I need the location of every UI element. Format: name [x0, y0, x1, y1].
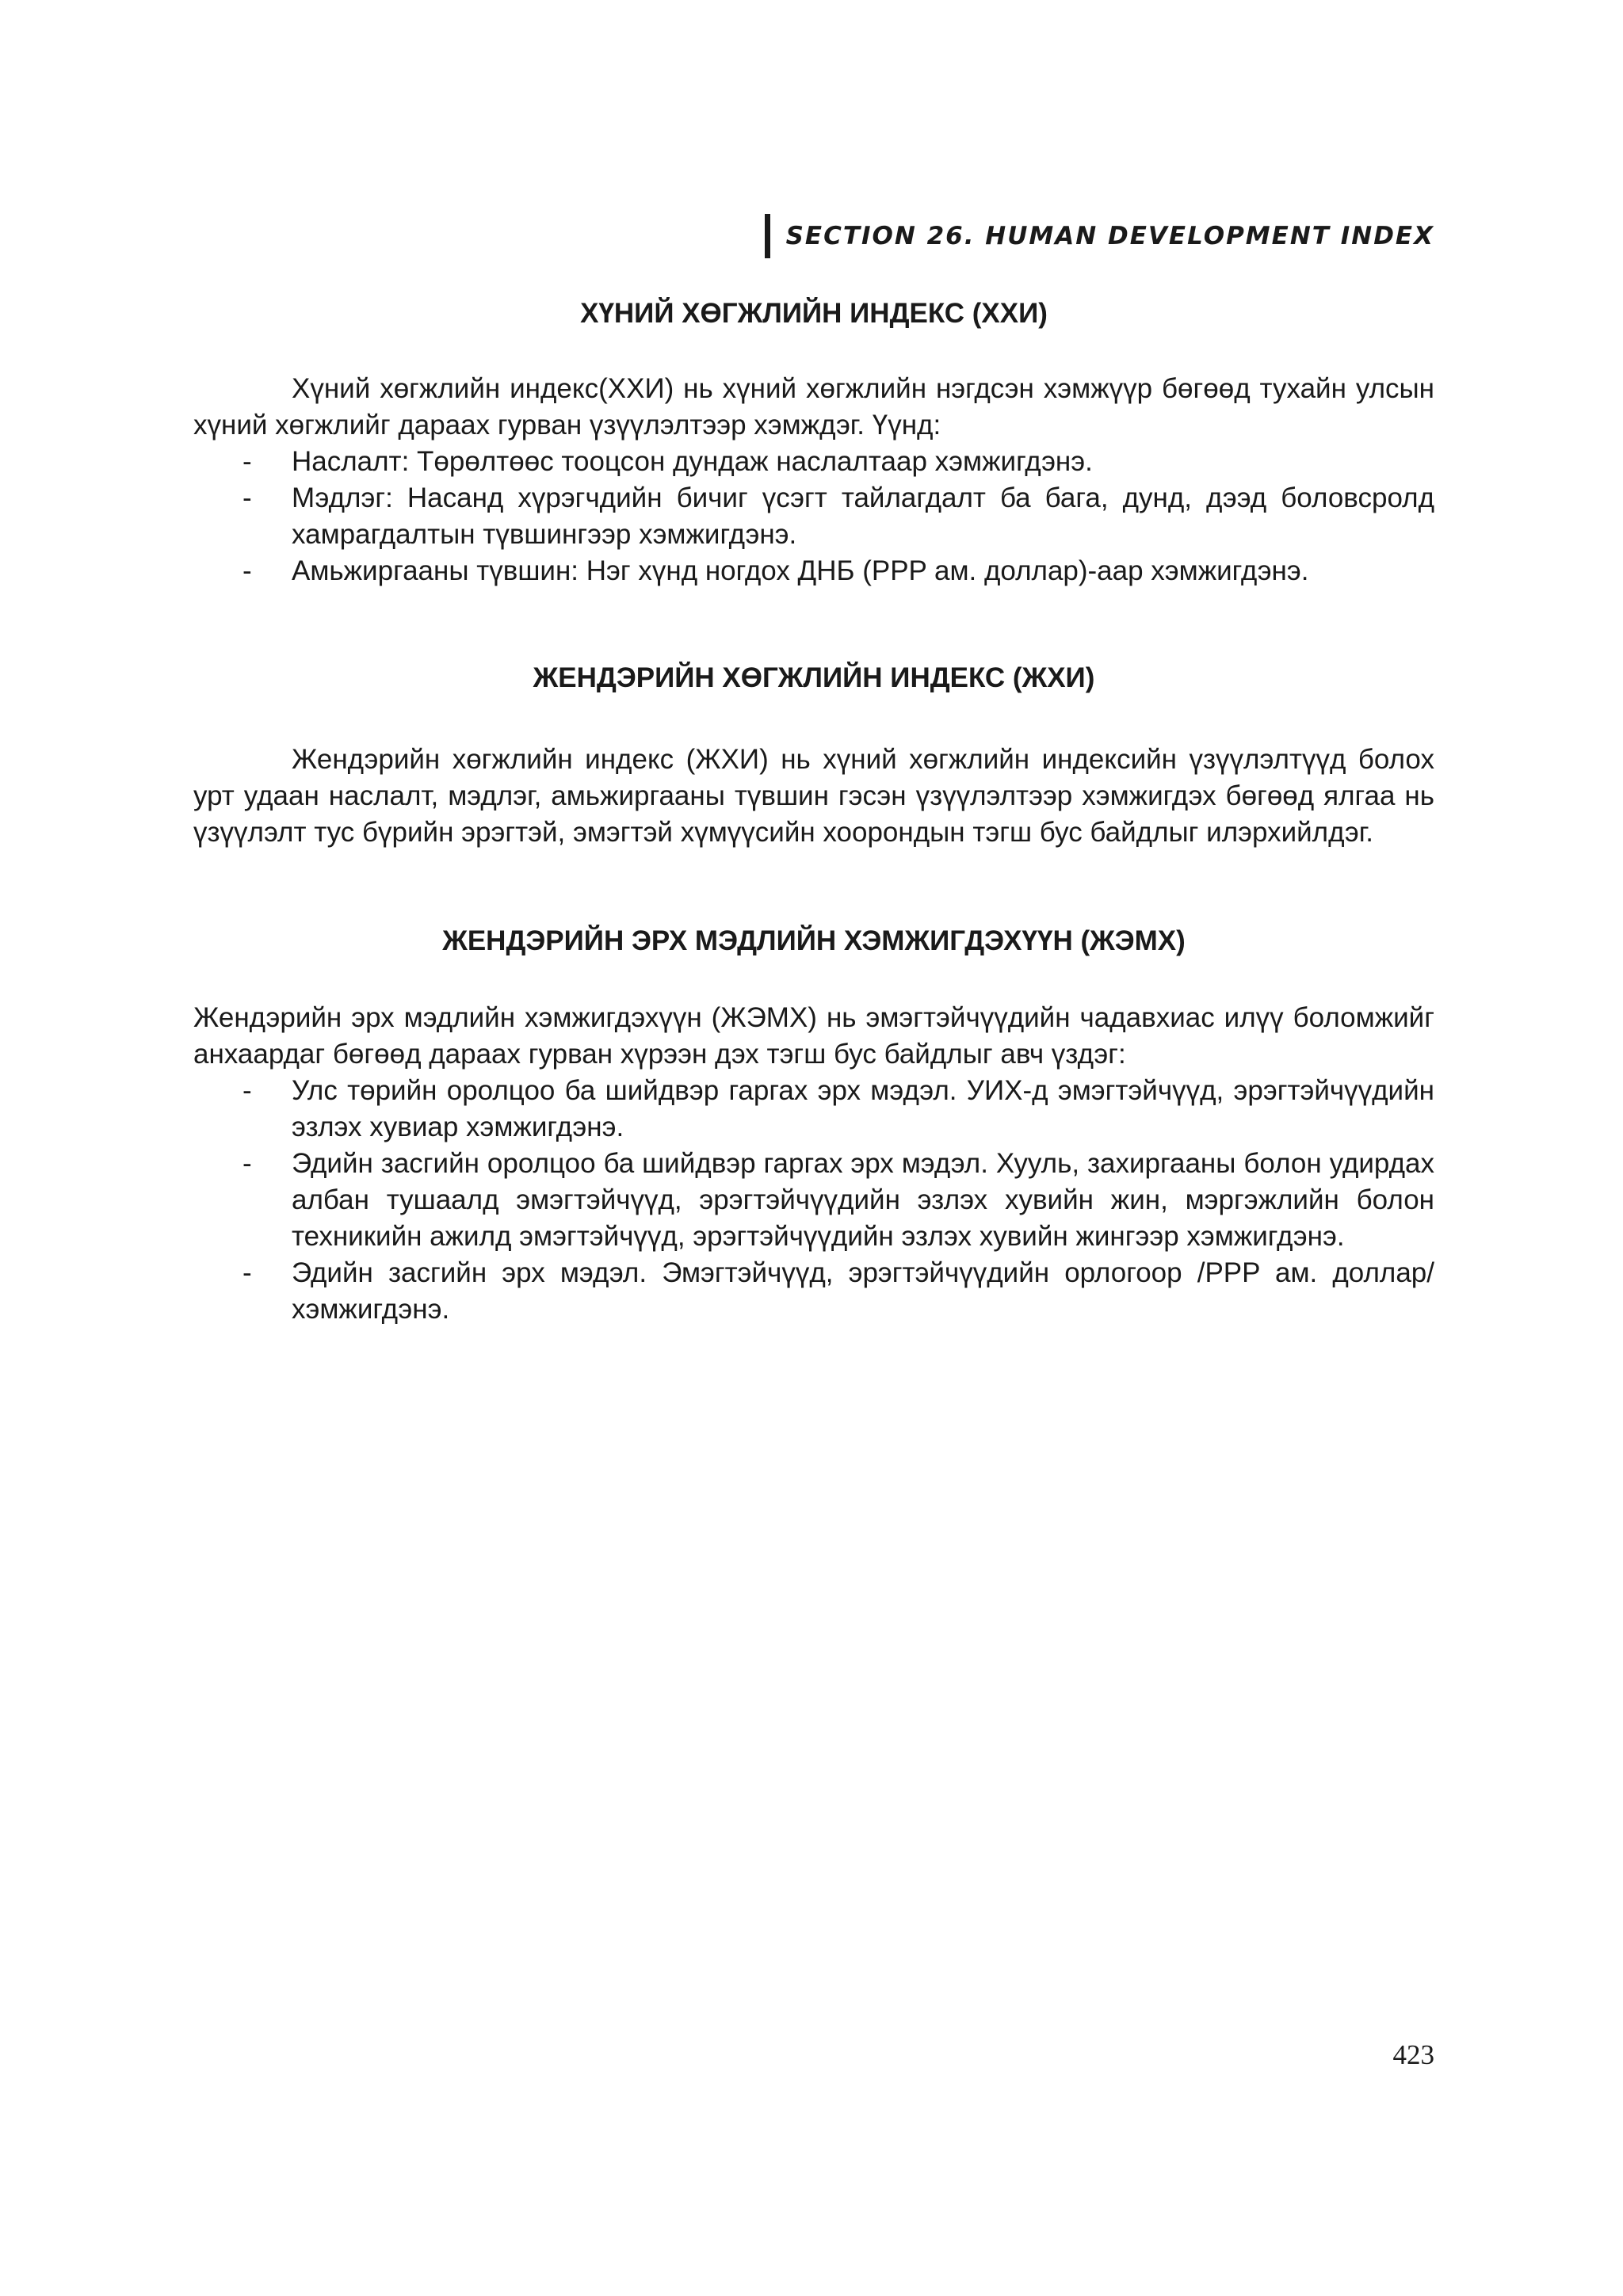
list-item: [193, 444, 1434, 480]
running-title: SECTION 26. HUMAN DEVELOPMENT INDEX: [785, 222, 1434, 250]
list-item-text: Наслалт: Төрөлтөөс тооцсон дундаж наслалтаар хэмжигдэнэ.: [292, 446, 1093, 477]
list-item: [193, 1146, 1434, 1255]
bullet-dash: -: [242, 446, 252, 477]
bullet-dash: -: [242, 482, 252, 513]
section-title-hdi: ХҮНИЙ ХӨГЖЛИЙН ИНДЕКС (ХХИ): [580, 298, 1048, 329]
bullet-list-gem: [193, 1073, 1434, 1328]
list-item-text: Эдийн засгийн оролцоо ба шийдвэр гаргах эрх мэдэл. Хууль, захиргааны болон удирдах албан тушаалд эмэгтэйчүүд, эрэгтэйчүүдийн эзлэх хувийн жин, мэргэжлийн болон техникийн ажилд эмэгтэйчүүд, эрэгтэйчүүдийн эзлэх хувийн жингээр хэмжигдэнэ.: [292, 1148, 1434, 1252]
page-number: 423: [1392, 2039, 1434, 2070]
list-item: [193, 480, 1434, 553]
paragraph-hdi: Хүний хөгжлийн индекс(ХХИ) нь хүний хөгжлийн нэгдсэн хэмжүүр бөгөөд тухайн улсын хүний хөгжлийг дараах гурван үзүүлэлтээр хэмждэг. Үүнд:: [193, 373, 1434, 441]
list-item: [193, 553, 1434, 589]
paragraph-gdi: Жендэрийн хөгжлийн индекс (ЖХИ) нь хүний хөгжлийн индексийн үзүүлэлтүүд болох урт удаан наслалт, мэдлэг, амьжиргааны түвшин гэсэн үзүүлэлтээр хэмжигдэх бөгөөд ялгаа нь үзүүлэлт тус бүрийн эрэгтэй, эмэгтэй хүмүүсийн хоорондын тэгш бус байдлыг илэрхийлдэг.: [193, 744, 1434, 848]
list-item-text: Амьжиргааны түвшин: Нэг хүнд ногдох ДНБ (PPP ам. доллар)-аар хэмжигдэнэ.: [292, 555, 1309, 586]
running-header: [765, 214, 1434, 258]
section-title-gem: ЖЕНДЭРИЙН ЭРХ МЭДЛИЙН ХЭМЖИГДЭХҮҮН (ЖЭМХ): [442, 925, 1186, 956]
page-body: [193, 285, 1434, 1328]
list-item-text: Мэдлэг: Насанд хүрэгчдийн бичиг үсэгт тайлагдалт ба бага, дунд, дээд боловсролд хамрагдалтын түвшингээр хэмжигдэнэ.: [292, 482, 1434, 550]
list-item: [193, 1255, 1434, 1328]
bullet-list-hdi: [193, 444, 1434, 589]
bullet-dash: -: [242, 1075, 252, 1106]
list-item-text: Улс төрийн оролцоо ба шийдвэр гаргах эрх мэдэл. УИХ-д эмэгтэйчүүд, эрэгтэйчүүдийн эзлэх хувиар хэмжигдэнэ.: [292, 1075, 1434, 1142]
section-title-gdi: ЖЕНДЭРИЙН ХӨГЖЛИЙН ИНДЕКС (ЖХИ): [533, 662, 1095, 693]
list-item-text: Эдийн засгийн эрх мэдэл. Эмэгтэйчүүд, эрэгтэйчүүдийн орлогоор /PPP ам. доллар/ хэмжигдэнэ.: [292, 1257, 1434, 1325]
list-item: [193, 1073, 1434, 1146]
bullet-dash: -: [242, 555, 252, 586]
paragraph-gem: Жендэрийн эрх мэдлийн хэмжигдэхүүн (ЖЭМХ) нь эмэгтэйчүүдийн чадавхиас илүү боломжийг анхаардаг бөгөөд дараах гурван хүрээн дэх тэгш бус байдлыг авч үздэг:: [193, 1002, 1434, 1070]
header-rule: [765, 214, 770, 258]
bullet-dash: -: [242, 1257, 252, 1288]
bullet-dash: -: [242, 1148, 252, 1179]
